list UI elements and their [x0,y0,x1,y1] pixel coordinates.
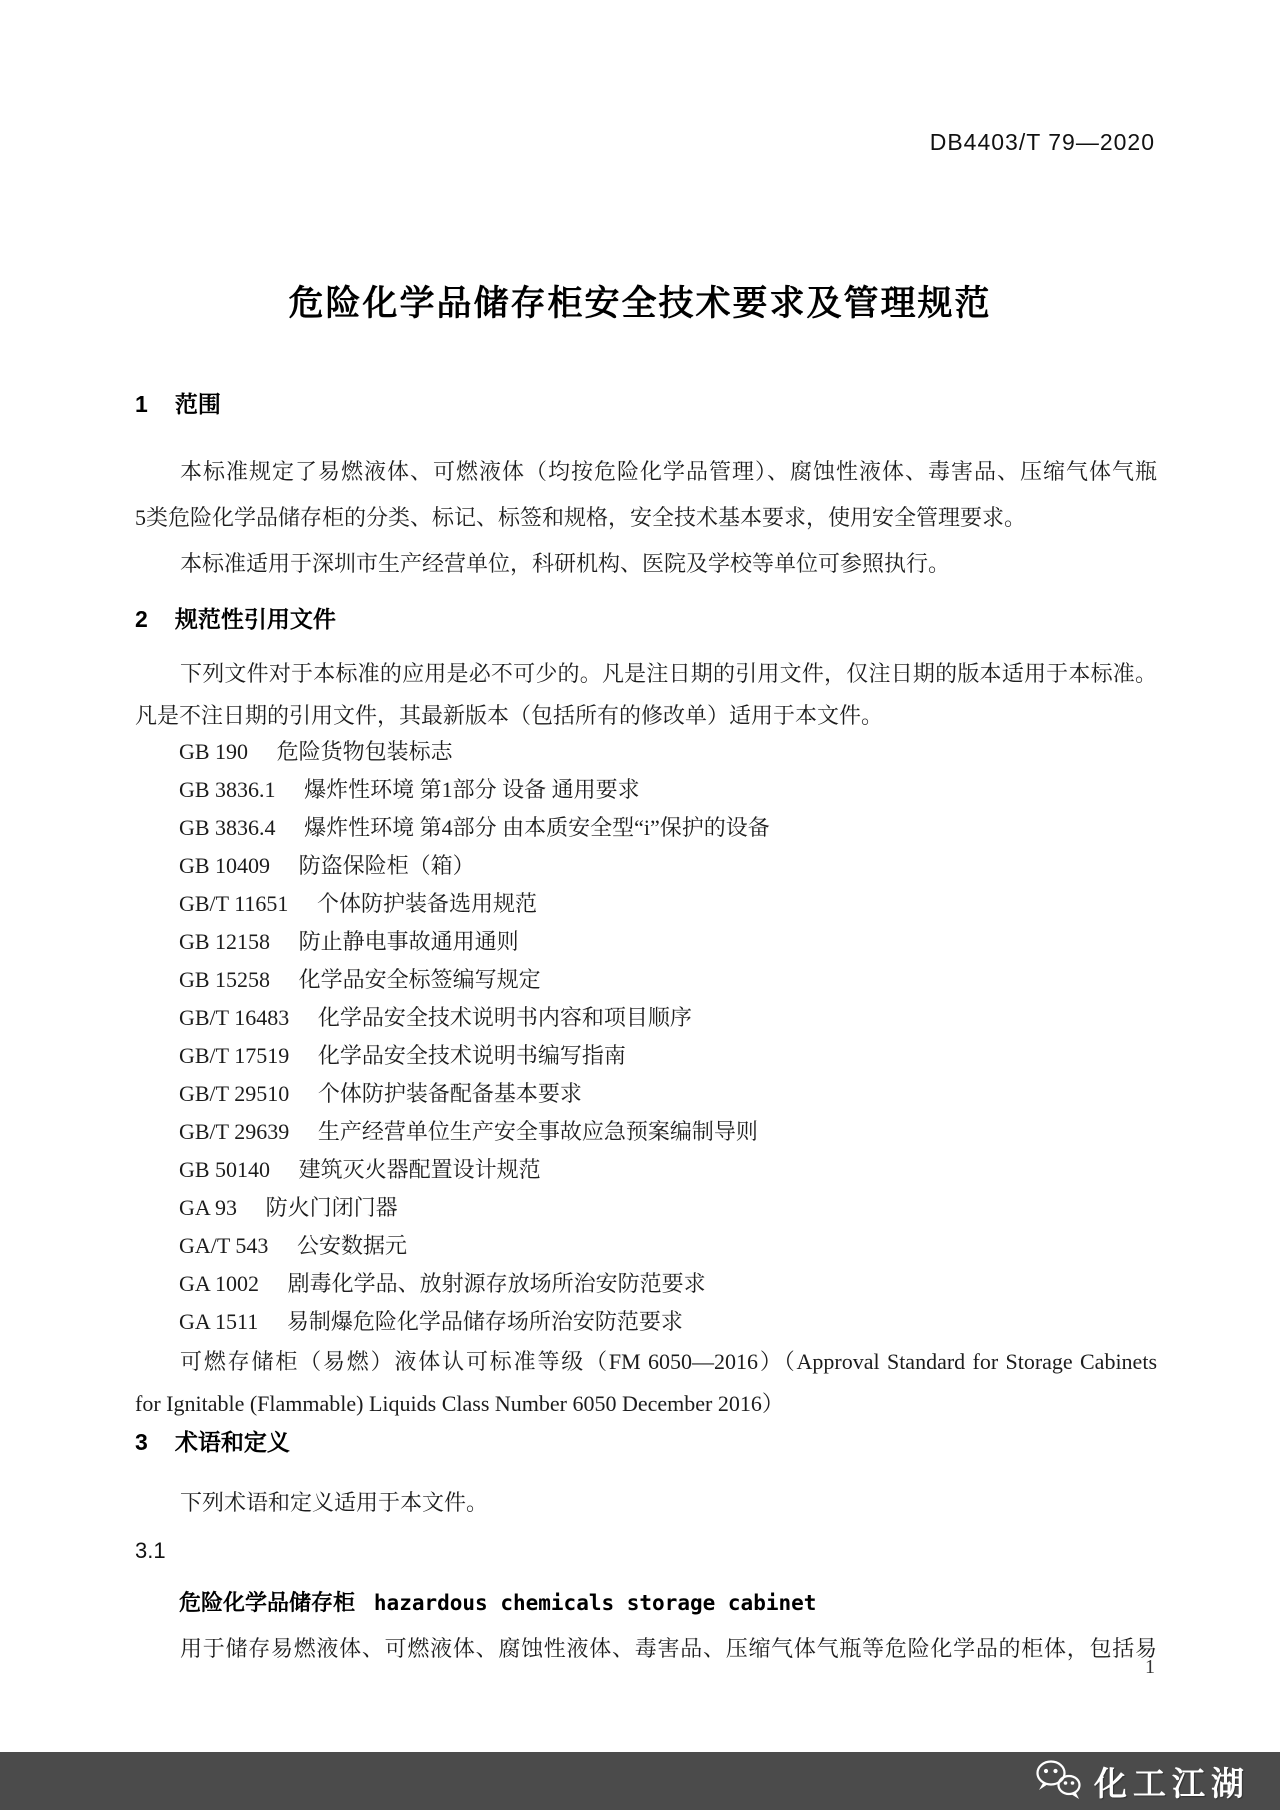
section-title: 术语和定义 [174,1429,290,1455]
reference-item [135,961,1157,999]
reference-code: GA 1511 [179,1309,259,1334]
section-heading-terms [135,1424,1157,1457]
reference-title: 化学品安全技术说明书编写指南 [317,1043,626,1068]
reference-item [135,1151,1157,1189]
brand-name: 化工江湖 [1094,1764,1250,1802]
reference-code: GB 3836.4 [179,815,276,840]
reference-item [135,1075,1157,1113]
reference-title: 危险货物包装标志 [276,739,453,764]
paragraph-line: 下列术语和定义适用于本文件。 [180,1490,489,1515]
paragraph-line: 5类危险化学品储存柜的分类、标记、标签和规格，安全技术基本要求，使用安全管理要求。 [135,505,1027,530]
reference-code: GB/T 11651 [179,891,289,916]
scope-paragraph-2 [135,541,1157,587]
section-number: 1 [135,391,148,417]
page-number: 1 [1145,1656,1155,1678]
reference-code: GB 50140 [179,1157,271,1182]
paragraph-line: for Ignitable (Flammable) Liquids Class Number 6050 December 2016） [135,1391,784,1416]
term-name-cn: 危险化学品储存柜 [179,1590,356,1615]
paragraph-line: 凡是不注日期的引用文件，其最新版本（包括所有的修改单）适用于本文件。 [135,703,884,728]
reference-title: 公安数据元 [297,1233,408,1258]
reference-title: 个体防护装备选用规范 [317,891,538,916]
reference-code: GB/T 29639 [179,1119,290,1144]
term-name-en: hazardous chemicals storage cabinet [373,1591,817,1615]
term-definition [135,1628,1157,1670]
footer-band [0,1752,1280,1810]
reference-item [135,1227,1157,1265]
reference-title: 爆炸性环境 第4部分 由本质安全型“i”保护的设备 [304,815,770,840]
reference-code: GB 15258 [179,967,271,992]
reference-title: 个体防护装备配备基本要求 [317,1081,582,1106]
reference-code: GB 10409 [179,853,271,878]
paragraph-line: 用于储存易燃液体、可燃液体、腐蚀性液体、毒害品、压缩气体气瓶等危险化学品的柜体，包括易 [180,1636,1157,1661]
term-item-number: 3.1 [135,1538,166,1563]
reference-item [135,885,1157,923]
brand-logo [1032,1752,1250,1810]
reference-code: GA 1002 [179,1271,260,1296]
section-heading-scope [135,386,1157,419]
paragraph-line: 可燃存储柜（易燃）液体认可标准等级（FM 6050—2016）（Approval Standard for Storage Cabinets [180,1349,1157,1374]
paragraph-line: 本标准规定了易燃液体、可燃液体（均按危险化学品管理）、腐蚀性液体、毒害品、压缩气体气瓶 [180,459,1157,484]
paragraph-line: 下列文件对于本标准的应用是必不可少的。凡是注日期的引用文件，仅注日期的版本适用于本标准。 [180,661,1157,686]
reference-code: GB/T 16483 [179,1005,290,1030]
reference-item [135,999,1157,1037]
reference-title: 防火门闭门器 [265,1195,398,1220]
reference-title: 防盗保险柜（箱） [298,853,475,878]
paragraph-line: 本标准适用于深圳市生产经营单位，科研机构、医院及学校等单位可参照执行。 [180,551,951,576]
section-heading-references [135,601,1157,634]
section-title: 规范性引用文件 [174,606,336,632]
reference-item [135,1189,1157,1227]
reference-item [135,1113,1157,1151]
reference-item [135,771,1157,809]
section-number: 2 [135,606,148,632]
reference-code: GB 190 [179,739,249,764]
reference-title: 爆炸性环境 第1部分 设备 通用要求 [304,777,640,802]
reference-title: 易制爆危险化学品储存场所治安防范要求 [286,1309,683,1334]
reference-title: 化学品安全标签编写规定 [298,967,541,992]
reference-code: GB 12158 [179,929,271,954]
reference-item [135,733,1157,771]
reference-title: 生产经营单位生产安全事故应急预案编制导则 [317,1119,758,1144]
section-number: 3 [135,1429,148,1455]
reference-code: GA/T 543 [179,1233,269,1258]
wechat-icon [1032,1757,1084,1806]
reference-item [135,1265,1157,1303]
term-name [135,1586,1157,1617]
reference-title: 防止静电事故通用通则 [298,929,519,954]
reference-code: GB 3836.1 [179,777,276,802]
reference-code: GB/T 17519 [179,1043,290,1068]
reference-item [135,1037,1157,1075]
scope-paragraph-1 [135,449,1157,541]
references-list [135,733,1157,1341]
reference-title: 建筑灭火器配置设计规范 [298,1157,541,1182]
terms-intro [135,1482,1157,1524]
reference-title: 化学品安全技术说明书内容和项目顺序 [317,1005,692,1030]
reference-item [135,923,1157,961]
reference-item [135,809,1157,847]
reference-code: GA 93 [179,1195,238,1220]
references-intro [135,653,1157,737]
reference-title: 剧毒化学品、放射源存放场所治安防范要求 [287,1271,706,1296]
fm-reference-paragraph [135,1341,1157,1425]
document-title: 危险化学品储存柜安全技术要求及管理规范 [288,284,992,323]
reference-code: GB/T 29510 [179,1081,290,1106]
section-title: 范围 [174,391,221,417]
standard-code: DB4403/T 79—2020 [929,129,1155,155]
reference-item [135,847,1157,885]
reference-item [135,1303,1157,1341]
